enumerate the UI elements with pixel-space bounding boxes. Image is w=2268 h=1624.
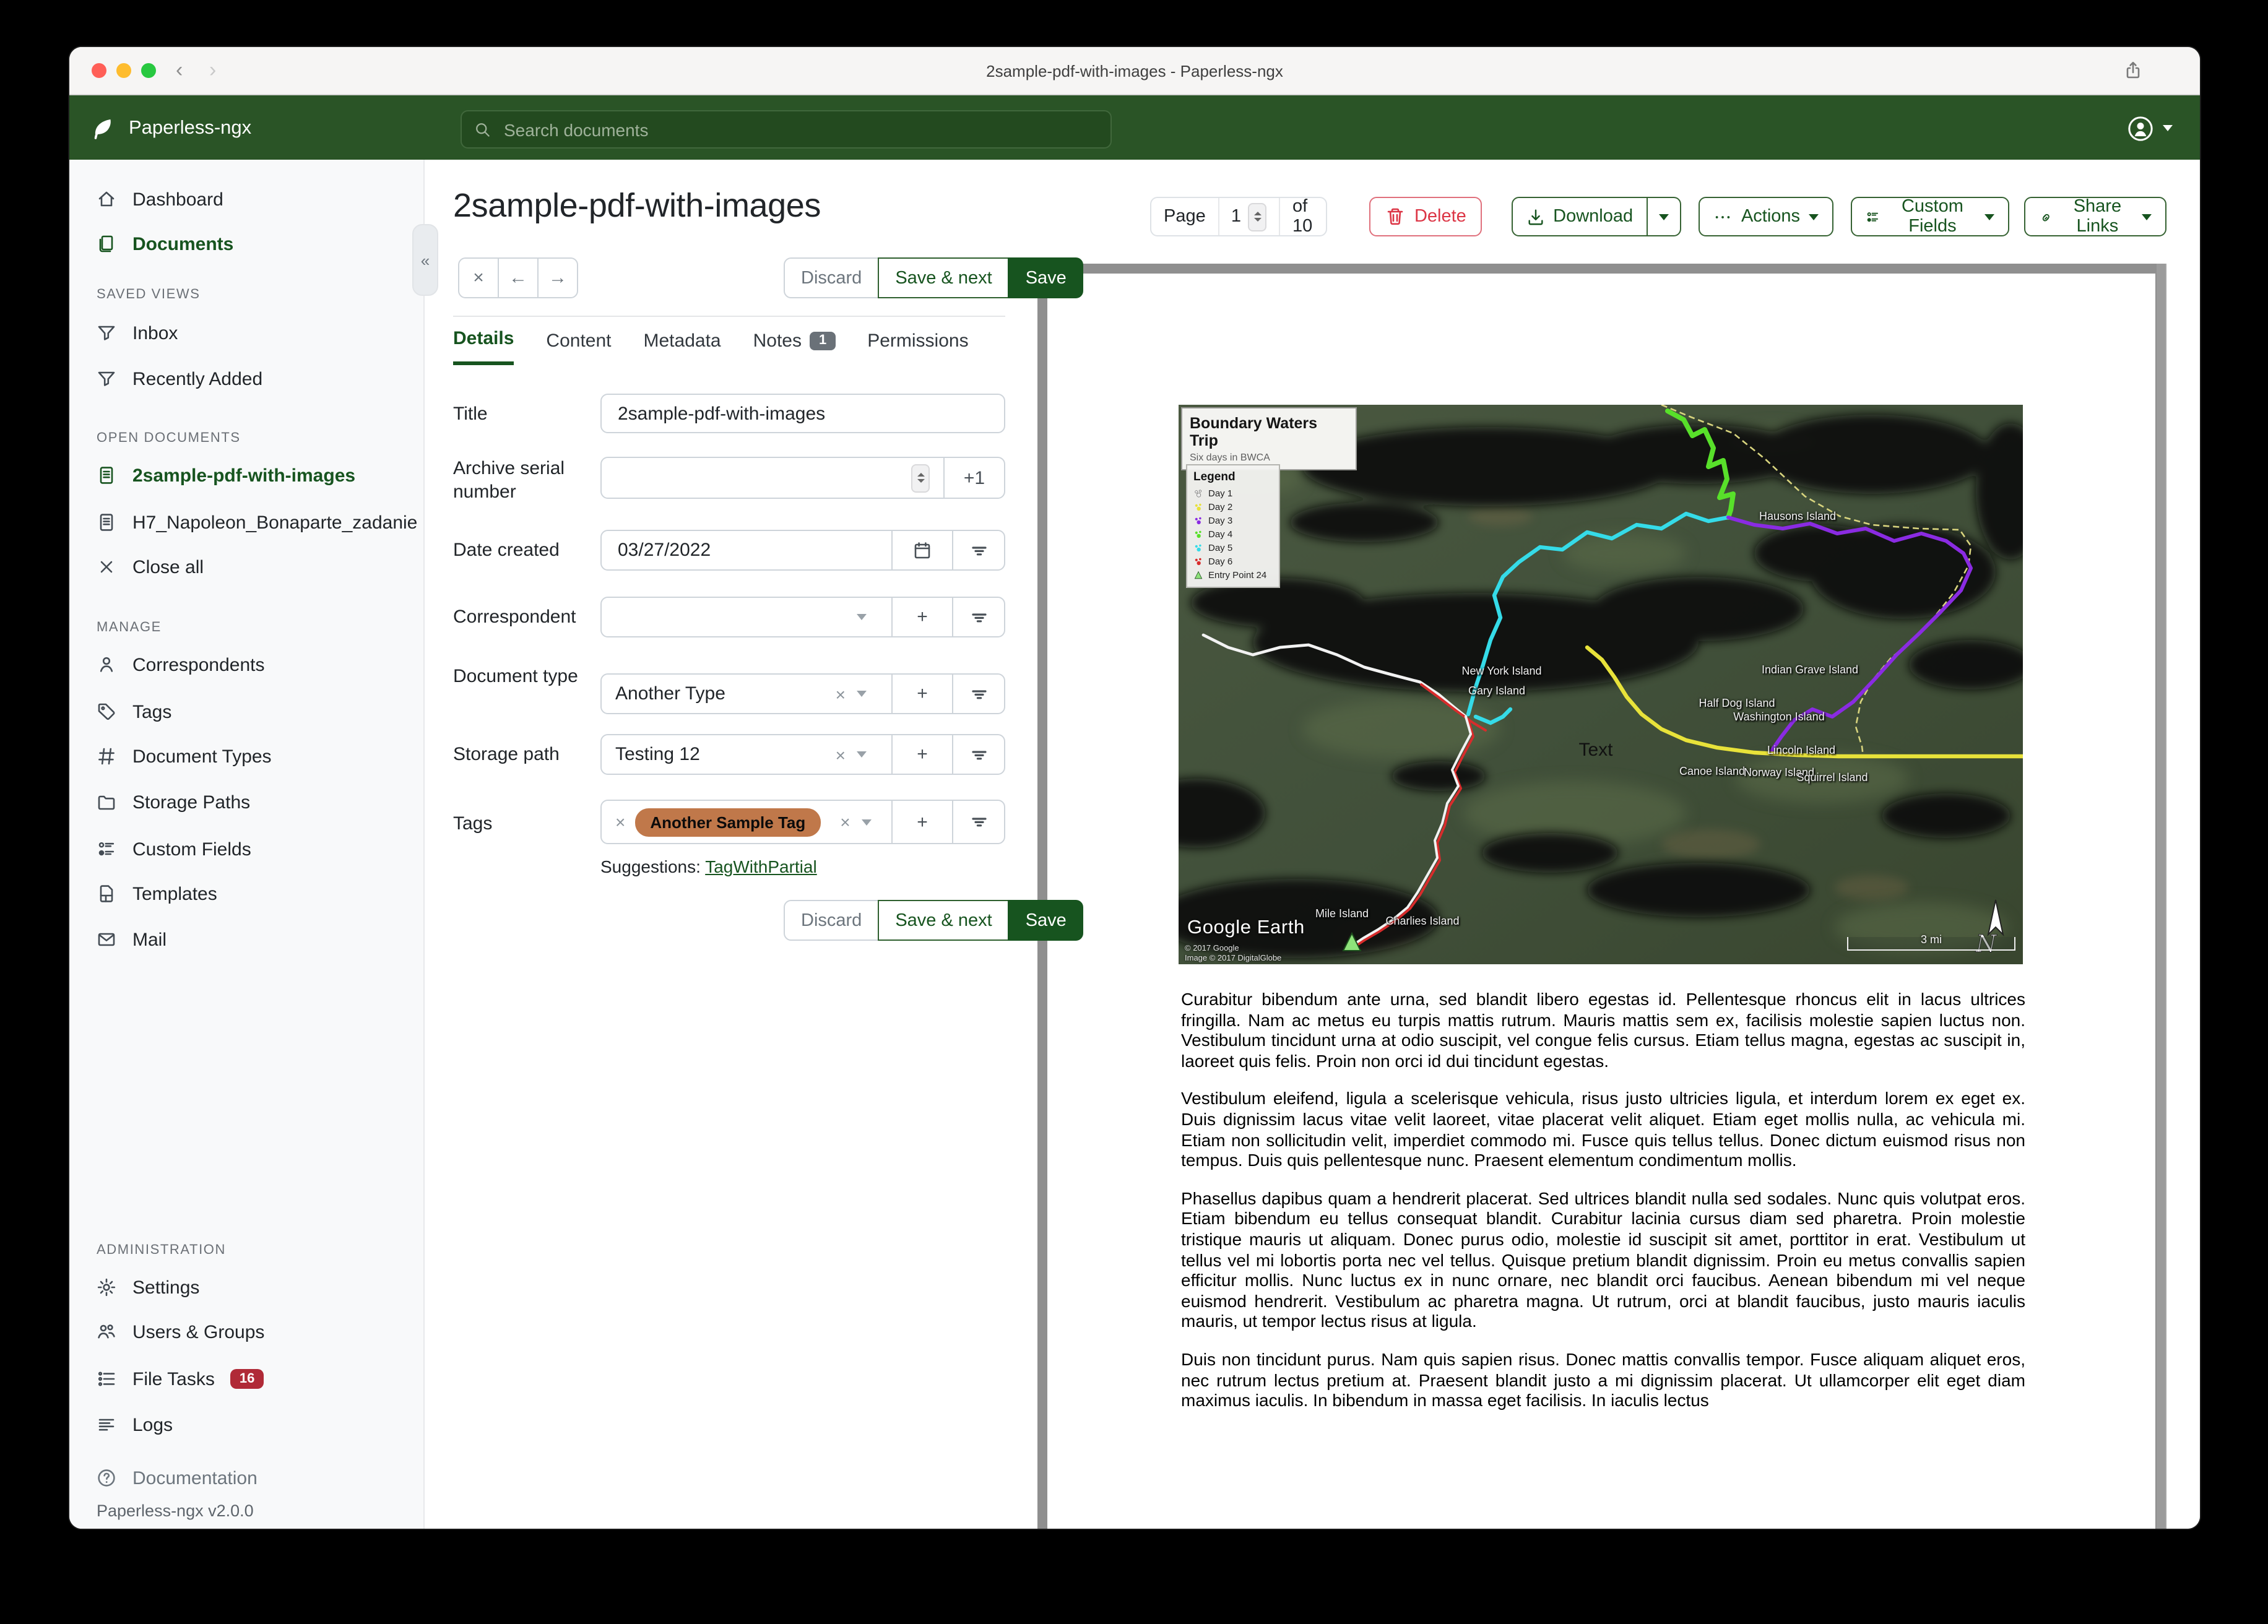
window-title: 2sample-pdf-with-images - Paperless-ngx [986, 61, 1283, 80]
close-icon [97, 557, 116, 577]
sidebar-item-storage-paths[interactable] [69, 784, 423, 821]
next-document-button[interactable]: → [537, 257, 578, 298]
storage-path-label: Storage path [453, 744, 560, 765]
filter-lines-icon [969, 684, 989, 704]
calendar-icon [912, 540, 932, 560]
clear-icon[interactable]: × [840, 812, 850, 832]
save-group-bottom [784, 900, 1084, 941]
hash-icon [97, 746, 116, 766]
sidebar-item-label: Templates [132, 883, 217, 904]
sidebar-collapse-button[interactable]: « [412, 224, 438, 296]
island-label: Washington Island [1733, 710, 1825, 723]
sidebar-item-label: Custom Fields [132, 839, 251, 860]
copyright-line-2: Image © 2017 DigitalGlobe [1185, 954, 1282, 963]
copyright-line-1: © 2017 Google [1185, 944, 1239, 953]
document-nav-group [458, 257, 578, 298]
document-type-filter-button[interactable] [952, 675, 1004, 713]
asn-input[interactable] [615, 466, 901, 490]
sidebar-item-open-doc-2[interactable] [69, 504, 423, 541]
delete-button[interactable] [1370, 197, 1482, 236]
document-type-label: Document type [453, 666, 578, 687]
help-icon [97, 1468, 116, 1488]
chevron-down-icon [1659, 214, 1669, 220]
delete-label: Delete [1414, 207, 1466, 227]
sidebar-item-mail[interactable] [69, 921, 423, 958]
map-legend: Legend Day 1 Day 2 Day 3 Day 4 Day 5 Day 6 Entry Point 24 [1186, 464, 1280, 588]
chevron-down-icon [857, 751, 867, 758]
add-storage-path-button[interactable]: + [891, 735, 952, 774]
title-field [600, 394, 1005, 433]
map-figure [1179, 405, 2023, 964]
island-label: Charlies Island [1385, 915, 1460, 927]
sidebar-item-tags[interactable] [69, 693, 423, 730]
paw-icon [1193, 556, 1203, 566]
date-created-field [600, 530, 1005, 571]
map-title-box [1181, 407, 1357, 470]
tab-details[interactable]: Details [453, 328, 514, 365]
asn-stepper-icon[interactable] [911, 464, 930, 492]
correspondent-label: Correspondent [453, 607, 576, 628]
share-links-button[interactable] [2024, 197, 2166, 236]
map-terrain [1179, 405, 2023, 964]
sidebar-heading-manage: MANAGE [97, 620, 162, 635]
link-icon [2039, 207, 2053, 226]
tags-filter-button[interactable] [952, 801, 1004, 843]
tab-content[interactable]: Content [546, 330, 612, 351]
tags-field [600, 800, 1005, 844]
previous-document-button[interactable]: ← [498, 257, 539, 298]
pdf-page [1047, 274, 2155, 1529]
date-created-label: Date created [453, 540, 560, 561]
sidebar-item-label: Document Types [132, 746, 272, 767]
page-number-stepper[interactable] [1219, 198, 1279, 235]
save-button[interactable]: Save [1008, 900, 1084, 941]
asn-plus-one-button[interactable]: +1 [943, 458, 1004, 498]
sidebar-item-label: File Tasks [132, 1368, 215, 1389]
custom-fields-icon [97, 839, 116, 859]
sidebar-item-file-tasks[interactable] [69, 1360, 423, 1397]
folder-icon [97, 792, 116, 812]
sidebar-item-inbox[interactable] [69, 314, 423, 352]
filter-lines-icon [969, 540, 989, 560]
ellipsis-icon [1714, 207, 1733, 226]
map-text-annotation: Text [1578, 740, 1613, 761]
app-navbar [69, 95, 2200, 161]
download-caret-button[interactable] [1648, 197, 1681, 236]
sidebar-item-label: Recently Added [132, 368, 263, 389]
correspondent-select[interactable] [602, 598, 891, 636]
sidebar-item-label: Users & Groups [132, 1321, 265, 1342]
tasks-icon [97, 1369, 116, 1389]
clear-icon[interactable]: × [835, 745, 846, 764]
clear-icon[interactable]: × [835, 684, 846, 704]
custom-fields-button[interactable] [1851, 197, 2009, 236]
avatar-icon [2127, 114, 2154, 142]
document-type-field [600, 673, 1005, 714]
search-box[interactable] [461, 110, 1112, 149]
browser-forward-icon[interactable]: › [209, 58, 217, 82]
page-stepper-icon[interactable] [1249, 202, 1267, 231]
user-menu[interactable] [2127, 95, 2173, 161]
sidebar-item-settings[interactable] [69, 1269, 423, 1306]
filter-icon [97, 323, 116, 343]
chevron-down-icon [1984, 214, 1994, 220]
users-icon [97, 1322, 116, 1342]
sidebar-item-label: Inbox [132, 322, 178, 343]
download-split-button [1511, 197, 1681, 236]
google-earth-watermark: Google Earth [1187, 917, 1305, 938]
chevron-down-icon [857, 614, 867, 620]
chevron-down-icon [857, 691, 867, 697]
sidebar-item-label: Correspondents [132, 654, 265, 675]
calendar-button[interactable] [891, 531, 952, 569]
paragraph: Phasellus dapibus quam a hendrerit placerat. Sed ultrices blandit nulla sed sodales. Nunc quis volutpat eros. Etiam bibendum eu tellus consequat blandit. Curabitur lacinia cursus diam sed pharetra. Proin molestie tristique mauris ut aliquam. Donec purus odio, molestie id suscipit sit amet, porttitor in erat. Vestibulum ut tellus vel mi lobortis porta nec vel tellus. Quisque pretium blandit dignissim. Proin eu metus convallis sapien efficitur mollis. Nunc luctus ex in nunc ornare, nec blandit orci faucibus. Aenean bibendum mi vel neque euismod hendrerit. Vestibulum ac pharetra magna. Ut rutrum, orci at blandit faucibus, justo mauris iaculis mauris, ut tempor lectus risus at ligula. [1181, 1188, 2025, 1331]
editor-tabs [453, 328, 969, 365]
mail-icon [97, 930, 116, 949]
sidebar-item-document-types[interactable] [69, 738, 423, 775]
island-label: Canoe Island [1679, 765, 1746, 777]
sidebar-item-close-all[interactable] [69, 548, 423, 585]
sidebar-item-label: Tags [132, 701, 172, 722]
island-label: Squirrel Island [1796, 771, 1868, 784]
notes-count-badge: 1 [810, 331, 835, 350]
paw-icon [1193, 516, 1203, 525]
page-number-value: 1 [1231, 207, 1241, 227]
sidebar-item-label: Dashboard [132, 189, 223, 210]
storage-path-select[interactable]: Testing 12 × [602, 735, 891, 774]
file-tasks-badge: 16 [231, 1369, 264, 1389]
preview-scrollbar[interactable] [2157, 264, 2165, 1529]
sidebar-item-label: Storage Paths [132, 792, 251, 813]
app-window [69, 47, 2200, 1529]
logs-icon [97, 1415, 116, 1435]
download-button[interactable] [1511, 197, 1648, 236]
storage-path-field [600, 734, 1005, 775]
sidebar-item-label: Documents [132, 233, 234, 254]
suggestions-label: Suggestions: [600, 857, 701, 876]
share-icon[interactable] [2123, 61, 2143, 80]
save-next-button[interactable]: Save & next [878, 257, 1009, 298]
add-correspondent-button[interactable]: + [891, 598, 952, 636]
paw-icon [1193, 502, 1203, 512]
tab-metadata[interactable]: Metadata [643, 330, 721, 351]
tab-notes[interactable]: Notes 1 [753, 328, 836, 365]
add-tag-button[interactable]: + [891, 801, 952, 843]
page-title: 2sample-pdf-with-images [453, 187, 821, 224]
chevron-down-icon [2163, 125, 2173, 131]
template-icon [97, 884, 116, 904]
paperless-leaf-icon [89, 114, 116, 142]
sidebar-item-recently-added[interactable] [69, 360, 423, 397]
tag-suggestions [600, 857, 817, 876]
sidebar-item-label: Close all [132, 556, 204, 577]
date-created-input[interactable] [615, 538, 878, 562]
chevron-down-icon [2142, 214, 2152, 220]
page-navigator [1150, 197, 1327, 236]
brand-label: Paperless-ngx [129, 117, 252, 138]
island-label: Indian Grave Island [1761, 663, 1859, 676]
home-icon [97, 189, 116, 209]
sidebar-item-logs[interactable] [69, 1406, 423, 1443]
island-label: Lincoln Island [1767, 744, 1836, 756]
asn-field-label: Archive serial number [453, 458, 565, 503]
document-type-select[interactable]: Another Type × [602, 675, 891, 713]
sidebar-item-documents[interactable] [69, 225, 423, 262]
paragraph: Curabitur bibendum ante urna, sed blandit libero egestas id. Pellentesque rhoncus elit in lacus ultrices fringilla. Nam ac metus eu turpis mattis rutrum. Mauris mattis sem ex, facilisis molestie sapien luctus non. Vestibulum tincidunt urna at odio suscipit, vel congue felis cursus. Etiam tellus magna, egestas ac suscipit in, laoreet quis felis. Proin non orci id dui tincidunt egestas. [1181, 989, 2025, 1071]
tag-chip[interactable]: Another Sample Tag [635, 808, 820, 836]
sidebar-item-label: Settings [132, 1277, 200, 1298]
title-input[interactable] [615, 402, 990, 425]
actions-label: Actions [1741, 207, 1801, 227]
map-subtitle: Six days in BWCA [1190, 452, 1270, 463]
paragraph: Duis non tincidunt purus. Nam quis sapien risus. Donec mattis convallis tempor. Fusce aliquam aliquet eros, nec rutrum lectus pretium at. Praesent blandit justo a mi dignissim placerat. Ut ullamcorper elit eget diam maximus iaculis. In bibendum in massa eget facilisis. In iaculis lectus [1181, 1349, 2025, 1410]
page-total: of 10 [1292, 197, 1313, 236]
paragraph: Vestibulum eleifend, ligula a scelerisque vehicula, risus justo ultricies ligula, et interdum lorem ex eget ex. Duis dignissim lacus vitae velit laoreet, vitae placerat velit aliquet. Etiam eget mollis nulla, ac vehicula mi. Etiam non sollicitudin velit, imperdiet commodo mi. Fusce quis tellus tellus. Donec dictum euismod risus non tempus. Duis quis pellentesque nunc. Praesent elementum condimentum mollis. [1181, 1088, 2025, 1170]
tree-icon [1193, 570, 1203, 580]
asn-field [600, 457, 1005, 499]
trash-icon [1386, 207, 1406, 227]
paw-icon [1193, 529, 1203, 539]
chevron-down-icon [862, 819, 872, 825]
file-text-icon [97, 465, 116, 485]
sidebar-heading-open-documents: OPEN DOCUMENTS [97, 431, 241, 446]
custom-fields-label: Custom Fields [1901, 197, 1963, 236]
main-content [425, 160, 2200, 1529]
sidebar [69, 160, 425, 1529]
title-field-label: Title [453, 404, 488, 425]
sidebar-item-dashboard[interactable] [69, 181, 423, 218]
map-title: Boundary Waters Trip [1190, 415, 1318, 449]
pdf-preview-frame [1037, 264, 2166, 1529]
document-text [1181, 989, 2025, 1428]
save-group-top [784, 257, 1084, 298]
island-label: Half Dog Island [1699, 697, 1775, 709]
save-next-button[interactable]: Save & next [878, 900, 1009, 941]
sidebar-heading-administration: ADMINISTRATION [97, 1243, 226, 1258]
sidebar-item-users-groups[interactable] [69, 1313, 423, 1350]
sidebar-item-label: 2sample-pdf-with-images [132, 465, 356, 486]
page-label: Page [1164, 207, 1206, 227]
discard-button[interactable]: Discard [784, 257, 879, 298]
tag-icon [97, 702, 116, 722]
documents-icon [97, 234, 116, 254]
window-titlebar [69, 47, 2200, 95]
map-scale-bar [1847, 933, 2015, 951]
tags-select[interactable] [602, 801, 891, 843]
add-document-type-button[interactable]: + [891, 675, 952, 713]
document-actions-bar [1150, 197, 2166, 236]
browser-back-icon[interactable]: ‹ [176, 58, 183, 82]
save-button[interactable]: Save [1008, 257, 1084, 298]
filter-lines-icon [969, 812, 989, 832]
island-label: Gary Island [1468, 685, 1526, 697]
island-label: Hausons Island [1759, 510, 1837, 522]
scale-label: 3 mi [1920, 933, 1942, 946]
download-label: Download [1553, 207, 1634, 227]
sidebar-item-documentation[interactable] [69, 1459, 423, 1497]
search-input[interactable] [501, 118, 1098, 140]
sidebar-item-label: Documentation [132, 1467, 258, 1488]
custom-fields-icon [1866, 207, 1881, 226]
download-icon [1526, 207, 1544, 226]
sidebar-item-correspondents[interactable] [69, 646, 423, 683]
sidebar-item-open-doc-1[interactable] [69, 457, 423, 494]
storage-path-filter-button[interactable] [952, 735, 1004, 774]
correspondent-filter-button[interactable] [952, 598, 1004, 636]
sidebar-item-templates[interactable] [69, 875, 423, 912]
brand[interactable] [89, 95, 251, 161]
close-document-button[interactable]: × [458, 257, 499, 298]
island-label: New York Island [1461, 665, 1542, 677]
island-label: Mile Island [1315, 907, 1369, 920]
sidebar-item-label: H7_Napoleon_Bonaparte_zadanie [132, 512, 418, 533]
search-icon [474, 121, 491, 138]
gear-icon [97, 1277, 116, 1297]
remove-tag-icon[interactable]: × [615, 812, 626, 832]
divider [453, 316, 1005, 317]
app-version: Paperless-ngx v2.0.0 [97, 1501, 254, 1519]
paw-icon [1193, 543, 1203, 553]
actions-button[interactable] [1699, 197, 1833, 236]
file-text-icon [97, 512, 116, 532]
correspondent-field [600, 597, 1005, 637]
tab-permissions[interactable]: Permissions [867, 330, 969, 351]
sidebar-heading-saved-views: SAVED VIEWS [97, 287, 201, 302]
filter-lines-icon [969, 745, 989, 764]
svg-text:N: N [1976, 930, 1997, 954]
legend-title: Legend [1193, 470, 1236, 484]
tags-label: Tags [453, 813, 493, 834]
sidebar-item-custom-fields[interactable] [69, 831, 423, 868]
discard-button[interactable]: Discard [784, 900, 879, 941]
filter-icon [97, 369, 116, 389]
suggestion-link[interactable]: TagWithPartial [705, 857, 817, 876]
paw-icon [1193, 488, 1203, 498]
island-label: Norway Island [1743, 766, 1815, 779]
share-links-label: Share Links [2073, 197, 2122, 236]
sidebar-item-label: Logs [132, 1414, 173, 1435]
sidebar-item-label: Mail [132, 929, 167, 950]
chevron-down-icon [1809, 214, 1819, 220]
date-filter-button[interactable] [952, 531, 1004, 569]
person-icon [97, 655, 116, 675]
filter-lines-icon [969, 607, 989, 627]
